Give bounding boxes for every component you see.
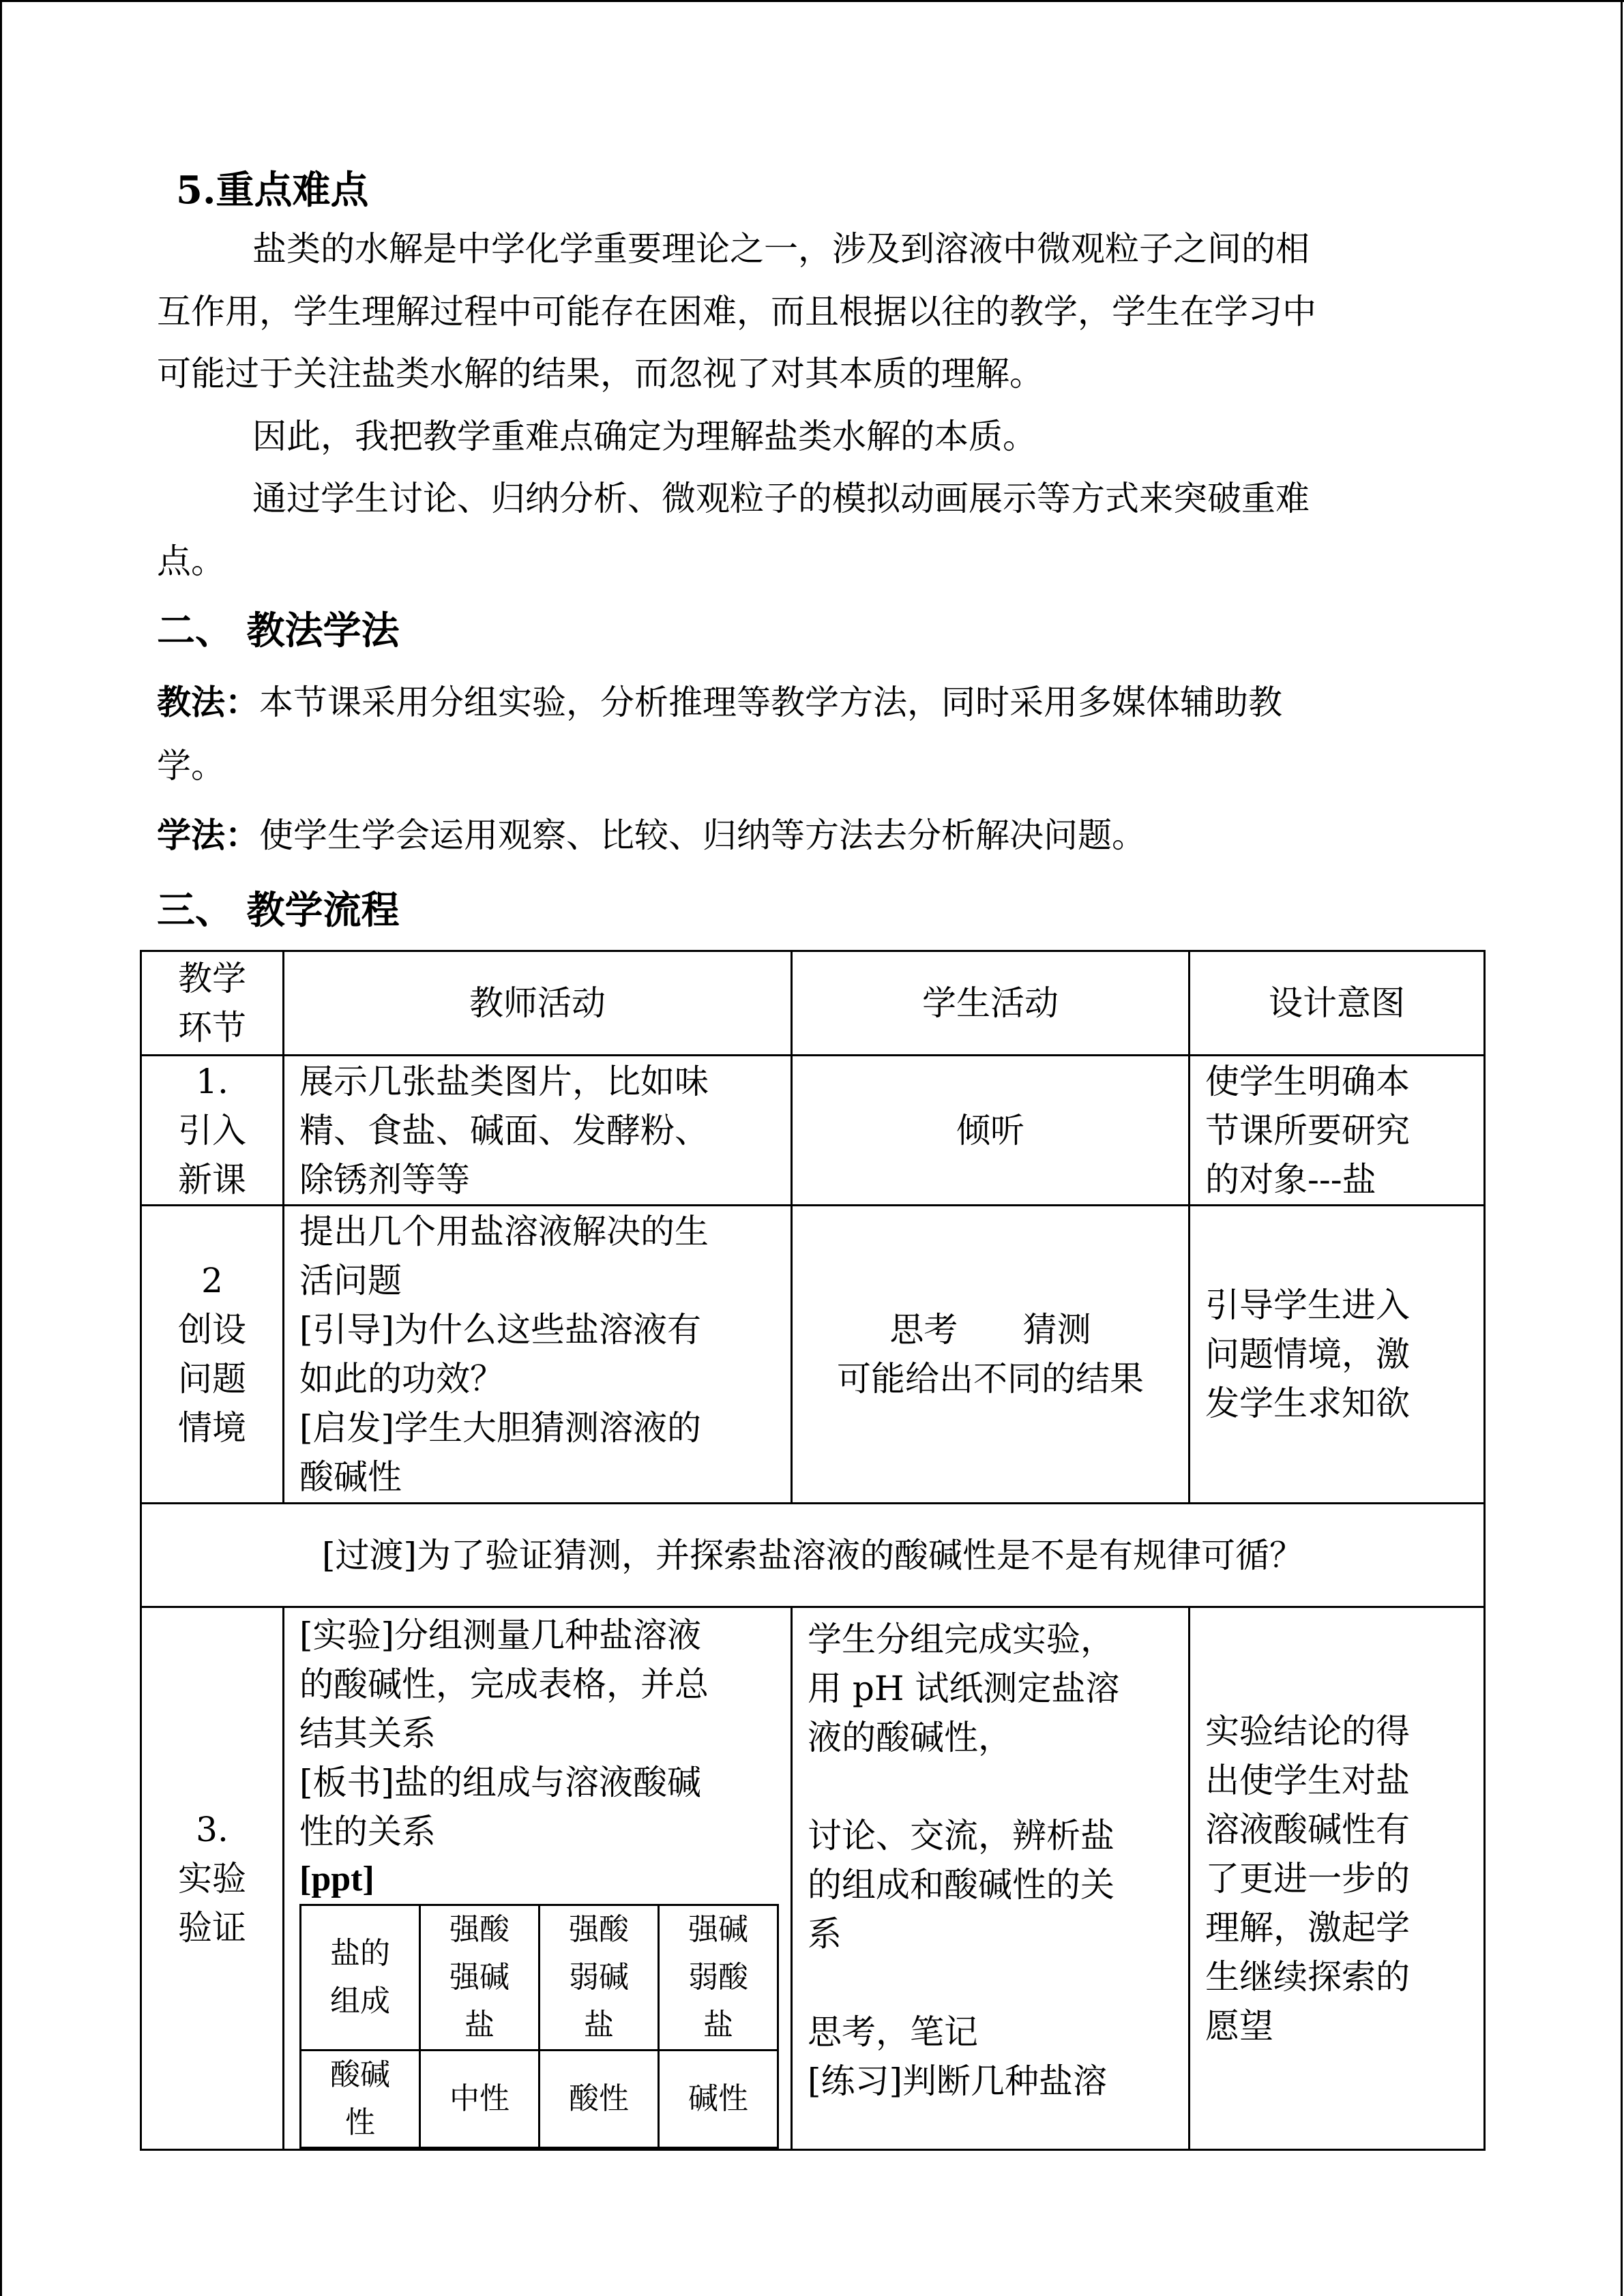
inner-header-strong-acid-strong-base: 强酸 强碱 盐 xyxy=(420,1905,540,2051)
section-5-paragraph-1-line-3: 可能过于关注盐类水解的结果，而忽视了对其本质的理解。 xyxy=(157,354,1044,393)
inner-value-basic: 碱性 xyxy=(659,2051,778,2148)
ppt-label: [ppt] xyxy=(299,1860,374,1898)
row-2-stage: 2 创设 问题 情境 xyxy=(141,1206,284,1504)
section-5-paragraph-1-line-1: 盐类的水解是中学化学重要理论之一，涉及到溶液中微观粒子之间的相 xyxy=(252,229,1310,269)
section-2-heading: 二、 教法学法 xyxy=(157,608,400,653)
row-2-student: 思考 猜测 可能给出不同的结果 xyxy=(792,1206,1190,1504)
inner-header-salt-composition: 盐的 组成 xyxy=(301,1905,420,2051)
table-transition-row xyxy=(141,1504,1485,1607)
table-header-row xyxy=(141,951,1485,1056)
salt-acidity-table xyxy=(299,1904,779,2149)
teaching-method-continued: 学。 xyxy=(157,746,225,786)
header-stage: 教学 环节 xyxy=(141,951,284,1056)
learning-method xyxy=(157,805,1146,866)
row-2-intent: 引导学生进入 问题情境，激 发学生求知欲 xyxy=(1190,1206,1485,1504)
inner-header-row xyxy=(301,1905,778,2051)
header-student-activity: 学生活动 xyxy=(792,951,1190,1056)
section-5-heading: 5.重点难点 xyxy=(176,168,369,213)
page-border-left xyxy=(0,0,2,2296)
inner-header-strong-base-weak-acid: 强碱 弱酸 盐 xyxy=(659,1905,778,2051)
table-row xyxy=(141,1206,1485,1504)
row-3-stage: 3. 实验 验证 xyxy=(141,1607,284,2150)
row-1-student: 倾听 xyxy=(792,1056,1190,1206)
transition-text: [过渡]为了验证猜测，并探索盐溶液的酸碱性是不是有规律可循？ xyxy=(141,1504,1485,1607)
row-1-teacher: 展示几张盐类图片，比如味 精、食盐、碱面、发酵粉、 除锈剂等等 xyxy=(284,1056,792,1206)
row-2-teacher: 提出几个用盐溶液解决的生 活问题 [引导]为什么这些盐溶液有 如此的功效？ [启发]学生大胆猜测溶液的 酸碱性 xyxy=(284,1206,792,1504)
page-border-right xyxy=(1621,0,1623,2296)
row-3-teacher: [实验]分组测量几种盐溶液 的酸碱性，完成表格，并总 结其关系 [板书]盐的组成与溶液酸碱 性的关系 xyxy=(299,1615,709,1851)
inner-value-neutral: 中性 xyxy=(420,2051,540,2148)
table-row xyxy=(141,1056,1485,1206)
teaching-flow-table xyxy=(140,950,1486,2151)
section-5-paragraph-3-line-1: 通过学生讨论、归纳分析、微观粒子的模拟动画展示等方式来突破重难 xyxy=(252,479,1310,518)
learning-method-text: 使学生学会运用观察、比较、归纳等方法去分析解决问题。 xyxy=(259,816,1146,855)
row-3-student: 学生分组完成实验， 用 pH 试纸测定盐溶 液的酸碱性， 讨论、交流，辨析盐 的组成和酸碱性的关 系 思考，笔记 [练习]判断几种盐溶 xyxy=(792,1607,1190,2150)
inner-header-strong-acid-weak-base: 强酸 弱碱 盐 xyxy=(540,1905,659,2051)
row-1-intent: 使学生明确本 节课所要研究 的对象---盐 xyxy=(1190,1056,1485,1206)
inner-value-acidic: 酸性 xyxy=(540,2051,659,2148)
inner-row-label-acidity: 酸碱 性 xyxy=(301,2051,420,2148)
section-3-heading: 三、 教学流程 xyxy=(157,888,400,933)
teaching-method-label: 教法： xyxy=(157,682,259,722)
row-3-intent: 实验结论的得 出使学生对盐 溶液酸碱性有 了更进一步的 理解，激起学 生继续探索的 愿望 xyxy=(1190,1607,1485,2150)
section-5-paragraph-2: 因此，我把教学重难点确定为理解盐类水解的本质。 xyxy=(252,417,1037,456)
table-row xyxy=(141,1607,1485,2150)
teaching-method-text: 本节课采用分组实验，分析推理等教学方法，同时采用多媒体辅助教 xyxy=(259,683,1282,722)
section-5-paragraph-3-line-2: 点。 xyxy=(157,541,225,581)
header-design-intent: 设计意图 xyxy=(1190,951,1485,1056)
section-5-paragraph-1-line-2: 互作用，学生理解过程中可能存在困难，而且根据以往的教学，学生在学习中 xyxy=(157,292,1316,331)
row-3-teacher-cell xyxy=(284,1607,792,2150)
inner-value-row xyxy=(301,2051,778,2148)
teaching-method xyxy=(157,672,1282,733)
learning-method-label: 学法： xyxy=(157,815,259,855)
header-teacher-activity: 教师活动 xyxy=(284,951,792,1056)
page-border-top xyxy=(0,0,1624,2)
row-1-stage: 1. 引入 新课 xyxy=(141,1056,284,1206)
